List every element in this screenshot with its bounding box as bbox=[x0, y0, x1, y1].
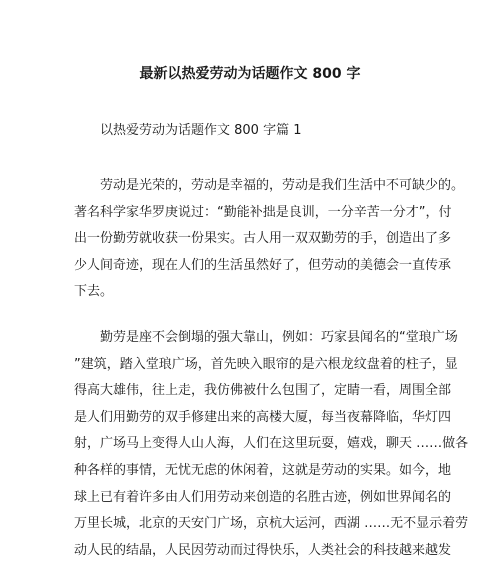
paragraph-line: 劳动是光荣的，劳动是幸福的，劳动是我们生活中不可缺少的。 bbox=[100, 178, 465, 193]
paragraph-line: 射，广场马上变得人山人海，人们在这里玩耍，嬉戏，聊天 ……做各 bbox=[74, 436, 469, 452]
paragraph-1 bbox=[74, 173, 465, 306]
paragraph-line: 得高大雄伟，往上走，我仿佛被什么包围了，定睛一看，周围全部 bbox=[74, 383, 452, 399]
paragraph-2 bbox=[74, 325, 469, 564]
paragraph-line: ”建筑，踏入堂琅广场，首先映入眼帘的是六根龙纹盘着的柱子，显 bbox=[74, 356, 458, 372]
paragraph-line: 万里长城，北京的天安门广场，京杭大运河，西湖 ……无不显示着劳 bbox=[74, 516, 469, 532]
paragraph-line: 出一份勤劳就收获一份果实。古人用一双双勤劳的手，创造出了多 bbox=[74, 231, 452, 247]
paragraph-line: 种各样的事情，无忧无虑的休闲着，这就是劳动的实果。如今，地 bbox=[74, 462, 452, 478]
page-title: 最新以热爱劳动为话题作文 800 字 bbox=[139, 66, 361, 82]
paragraph-line: 下去。 bbox=[74, 284, 114, 300]
paragraph-line: 是人们用勤劳的双手修建出来的高楼大厦，每当夜幕降临，华灯四 bbox=[74, 409, 452, 425]
paragraph-line: 动人民的结晶，人民因劳动而过得快乐，人类社会的科技越来越发 bbox=[74, 542, 452, 558]
paragraph-line: 球上已有着许多由人们用劳动来创造的名胜古迹，例如世界闻名的 bbox=[74, 489, 452, 505]
paragraph-line: 勤劳是座不会倒塌的强大靠山，例如：巧家县闻名的“堂琅广场 bbox=[100, 330, 458, 345]
paragraph-line: 著名科学家华罗庚说过：“勤能补拙是良训，一分辛苦一分才”，付 bbox=[74, 204, 452, 220]
section-subtitle: 以热爱劳动为话题作文 800 字篇 1 bbox=[100, 123, 302, 138]
paragraph-line: 少人间奇迹，现在人们的生活虽然好了，但劳动的美德会一直传承 bbox=[74, 257, 452, 273]
